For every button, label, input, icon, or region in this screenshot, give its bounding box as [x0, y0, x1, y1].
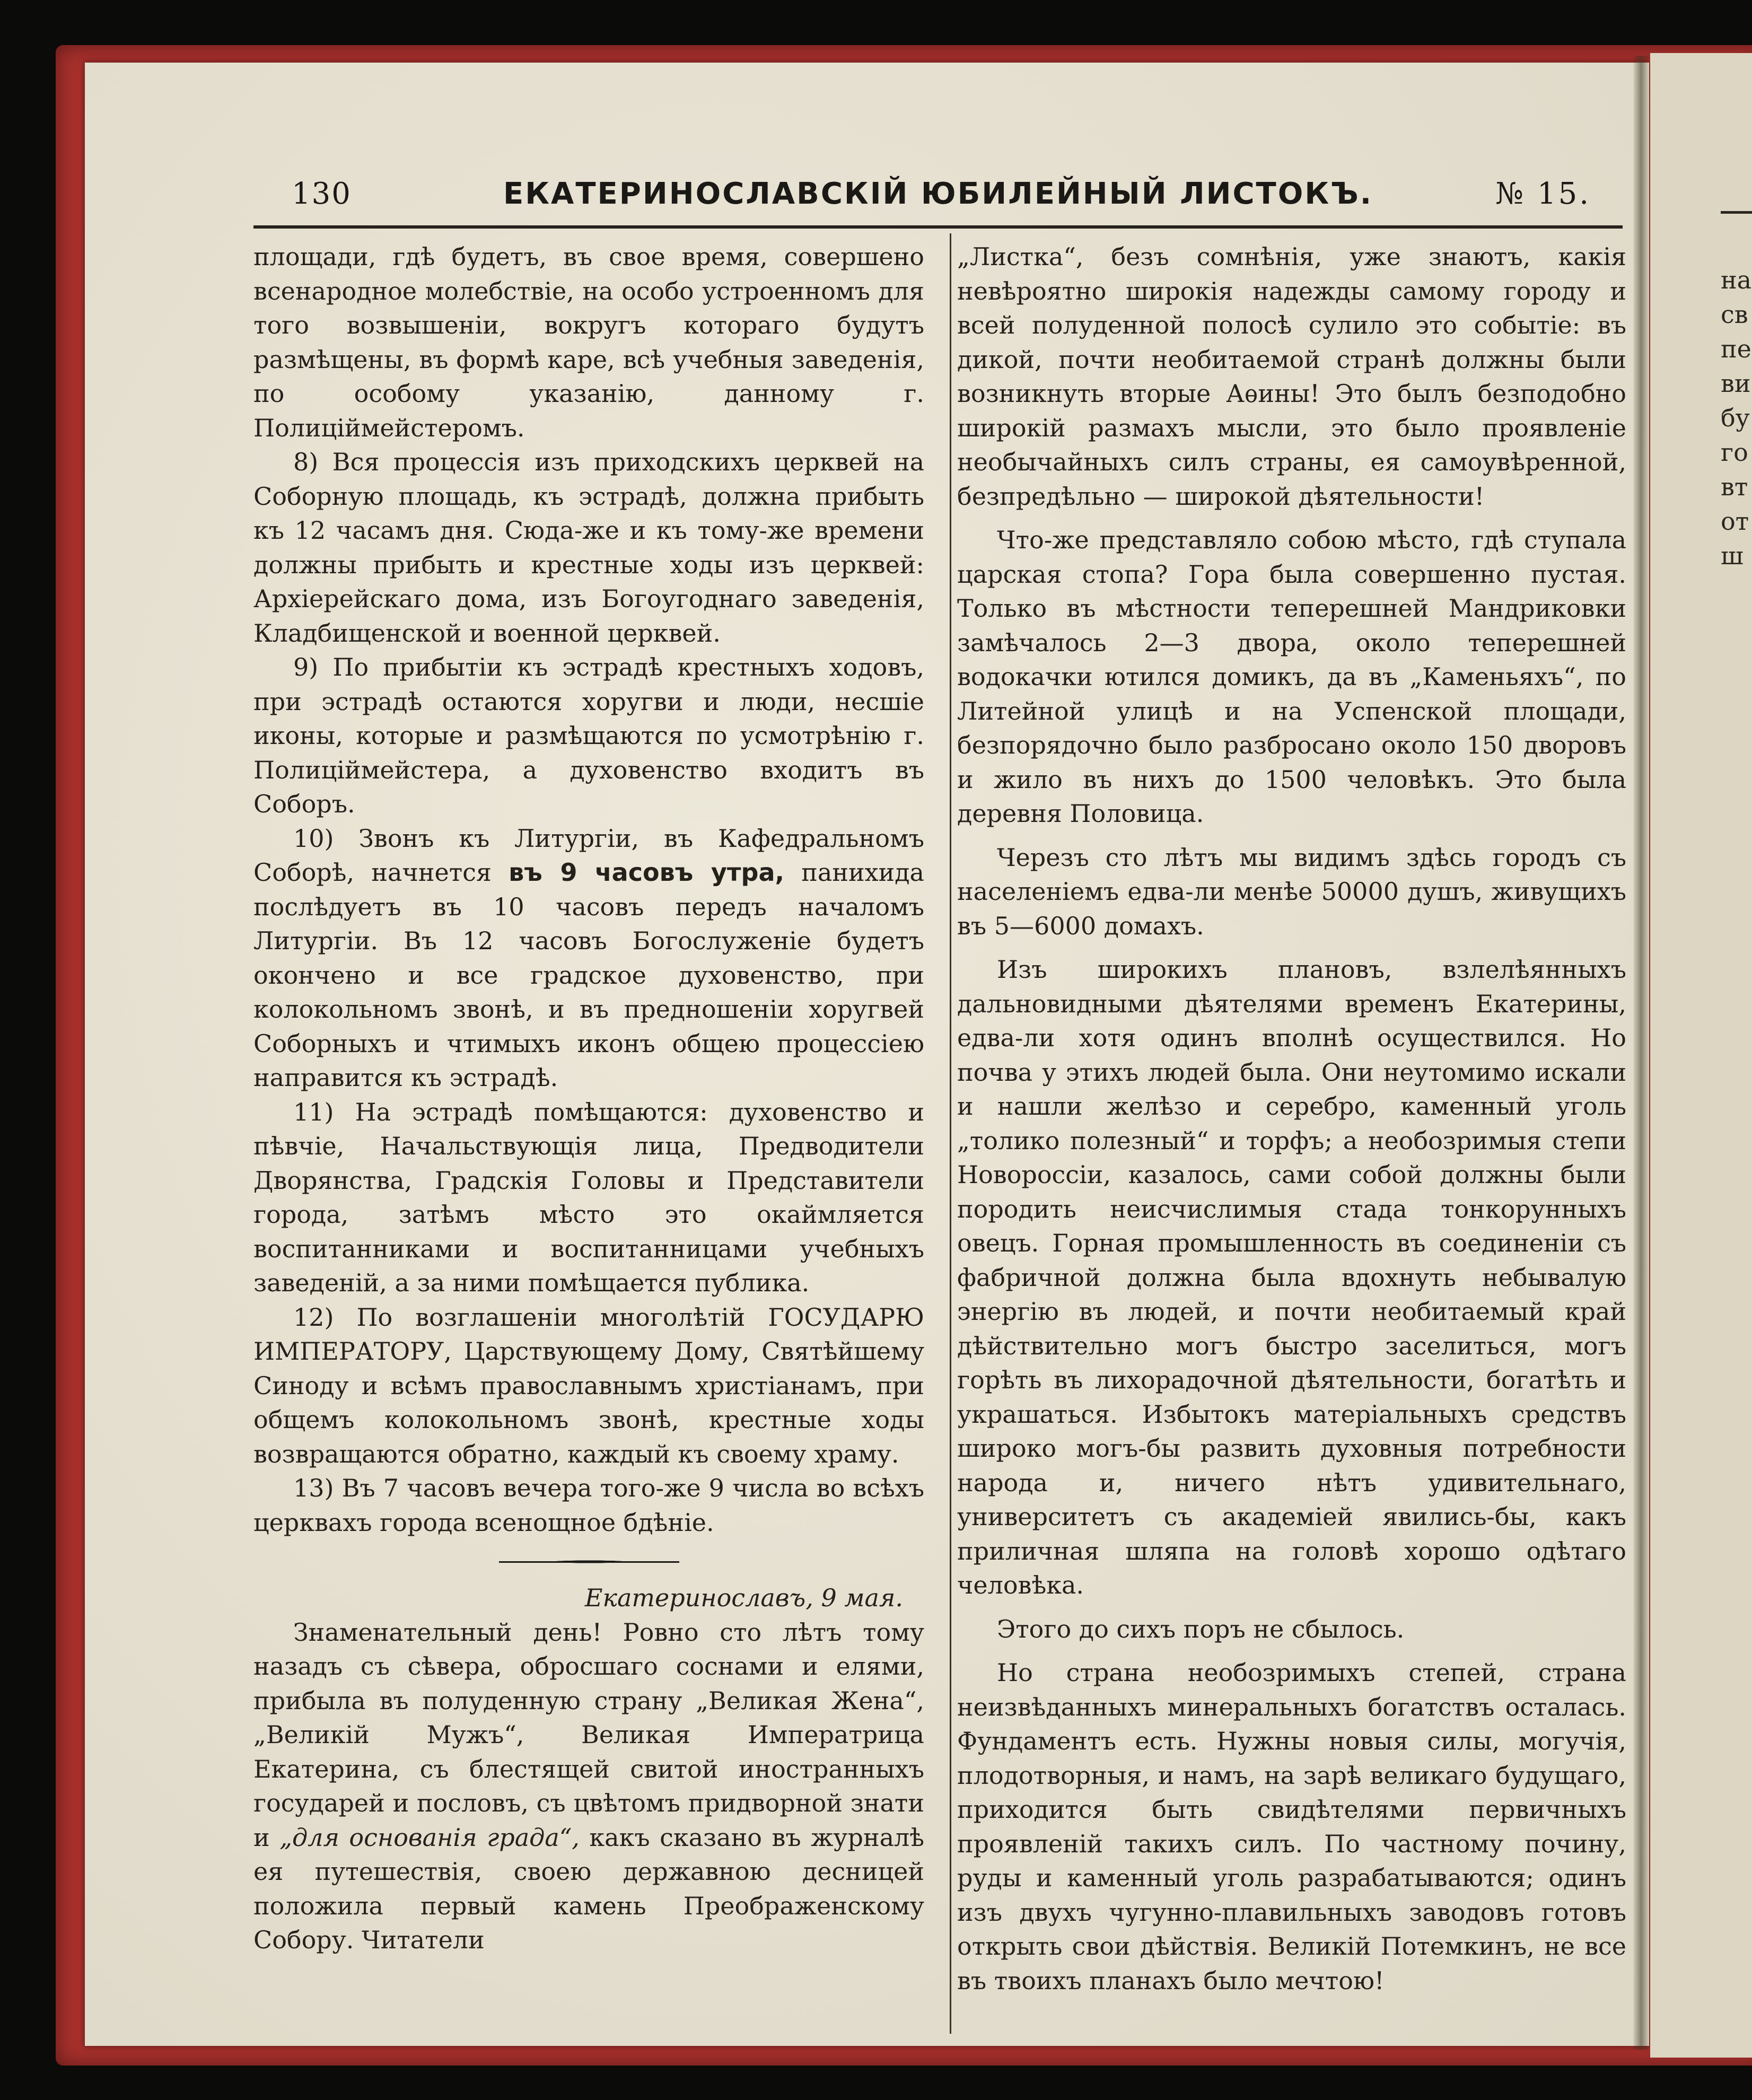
paragraph: Но страна необозримыхъ степей, страна неизвѣданныхъ минеральныхъ богатствъ осталась. Фундаментъ есть. Нужны новыя силы, могучія, плодотворныя, и намъ, на зарѣ великаго будущаго, приходится быть свидѣтелями первичныхъ проявленій такихъ силъ. По частному почину, руды и каменный уголь разрабатываются; одинъ изъ двухъ чугунно-плавильныхъ заводовъ готовъ открыть свои дѣйствія. Великій Потемкинъ, не все въ твоихъ планахъ было мечтою!: [957, 1658, 1626, 1995]
paragraph: площади, гдѣ будетъ, въ свое время, совершено всенародное молебствіе, на особо устроенномъ для того возвышеніи, вокругъ котораго будутъ размѣщены, въ формѣ каре, всѣ учебныя заведенія, по особому указанію, данному г. Полиціймейстеромъ.: [253, 242, 924, 442]
text-run: панихида послѣдуетъ въ 10 часовъ передъ началомъ Литургіи. Въ 12 часовъ Богослуженіе будетъ окончено и все градское духовенство, при колокольномъ звонѣ, и въ предношеніи хоругвей Соборныхъ и чтимыхъ иконъ общею процессіею направится къ эстрадѣ.: [253, 858, 924, 1092]
adjacent-page-fragment: св: [1721, 300, 1748, 329]
italic-quote: „для основанія града“,: [279, 1823, 580, 1852]
paragraph: „Листка“, безъ сомнѣнія, уже знаютъ, какія невѣроятно широкія надежды самому городу и всей полуденной полосѣ сулило это событіе: въ дикой, почти необитаемой странѣ должны были возникнуть вторые Аѳины! Это былъ безподобно широкій размахъ мысли, это было проявленіе необычайныхъ силъ страны, ея самоувѣренной, безпредѣльно — широкой дѣятельности!: [957, 242, 1626, 511]
right-column: [957, 240, 1626, 1998]
bold-time: въ 9 часовъ утра,: [509, 858, 784, 887]
adjacent-page-fragment: го: [1721, 438, 1748, 467]
paragraph-item-10: [253, 821, 924, 1095]
page-number: 130: [292, 177, 352, 211]
adjacent-page-fragment: на: [1721, 266, 1752, 294]
running-head: [253, 172, 1623, 220]
adjacent-page-fragment: пе: [1721, 335, 1751, 363]
text-run: какъ сказано въ журналѣ ея путешествія, своею державною десницей положила первый камень Преображенскому Собору. Читатели: [253, 1823, 924, 1954]
paragraph: Черезъ сто лѣтъ мы видимъ здѣсь городъ съ населеніемъ едва-ли менѣе 50000 душъ, живущихъ въ 5—6000 домахъ.: [957, 843, 1626, 940]
header-rule: [253, 225, 1623, 229]
paragraph-item-11: 11) На эстрадѣ помѣщаются: духовенство и пѣвчіе, Начальствующія лица, Предводители Дворянства, Градскія Головы и Представители города, затѣмъ мѣсто это окаймляется воспитанниками и воспитанницами учебныхъ заведеній, а за ними помѣщается публика.: [253, 1097, 924, 1297]
paragraph: Этого до сихъ поръ не сбылось.: [997, 1614, 1405, 1643]
adjacent-page-fragment: ш: [1721, 541, 1744, 570]
adjacent-page-fragment: от: [1721, 507, 1749, 536]
paragraph-item-13: 13) Въ 7 часовъ вечера того-же 9 числа во всѣхъ церквахъ города всенощное бдѣніе.: [253, 1474, 924, 1537]
paragraph-item-9: 9) По прибытіи къ эстрадѣ крестныхъ ходовъ, при эстрадѣ остаются хоругви и люди, несшіе иконы, которые и размѣщаются по усмотрѣнію г. Полиціймейстера, а духовенство входитъ въ Соборъ.: [253, 653, 924, 818]
book-gutter: [1633, 56, 1649, 2050]
issue-number: № 15.: [1495, 177, 1591, 211]
column-rule: [950, 233, 951, 2034]
adjacent-page-fragment: бу: [1721, 404, 1750, 432]
left-column: [253, 240, 924, 1957]
paragraph-item-8: 8) Вся процессія изъ приходскихъ церквей на Соборную площадь, къ эстрадѣ, должна прибыть къ 12 часамъ дня. Сюда-же и къ тому-же времени должны прибыть и крестные ходы изъ церквей: Архіерейскаго дома, изъ Богоугоднаго заведенія, Кладбищенской и военной церквей.: [253, 448, 924, 648]
dateline: Екатеринославъ, 9 мая.: [584, 1583, 903, 1612]
text-run: 10) Звонъ къ Литургіи, въ Кафедральномъ Соборѣ, начнется: [253, 824, 924, 887]
masthead-title: ЕКАТЕРИНОСЛАВСКІЙ ЮБИЛЕЙНЫЙ ЛИСТОКЪ.: [503, 177, 1373, 211]
adjacent-page-rule: [1721, 211, 1752, 214]
paragraph: Изъ широкихъ плановъ, взлелѣянныхъ дальновидными дѣятелями временъ Екатерины, едва-ли хотя одинъ вполнѣ осуществился. Но почва у этихъ людей была. Они неутомимо искали и нашли желѣзо и серебро, каменный уголь „толико полезный“ и торфъ; а необозримыя степи Новороссіи, казалось, сами собой должны были породить неисчислимыя стада тонкорунныхъ овецъ. Горная промышленность въ соединеніи съ фабричной должна была вдохнуть небывалую энергію въ людей, и почти необитаемый край дѣйствительно могъ быстро заселиться, могъ горѣть въ лихорадочной дѣятельности, богатѣть и украшаться. Избытокъ матеріальныхъ средствъ широко могъ-бы развить духовныя потребности народа и, ничего нѣтъ удивительнаго, университетъ съ академіей явились-бы, какъ приличная шляпа на головѣ хорошо одѣтаго человѣка.: [957, 955, 1626, 1599]
paragraph: Что-же представляло собою мѣсто, гдѣ ступала царская стопа? Гора была совершенно пустая. Только въ мѣстности теперешней Мандриковки замѣчалось 2—3 двора, около теперешней водокачки ютился домикъ, да въ „Каменьяхъ“, по Литейной улицѣ и на Успенской площади, безпорядочно было разбросано около 150 дворовъ и жило въ нихъ до 1500 человѣкъ. Это была деревня Половица.: [957, 526, 1626, 828]
ornamental-divider: [499, 1559, 679, 1565]
paragraph-item-12: 12) По возглашеніи многолѣтій ГОСУДАРЮ ИМПЕРАТОРУ, Царствующему Дому, Святѣйшему Синоду и всѣмъ православнымъ христіанамъ, при общемъ колокольномъ звонѣ, крестные ходы возвращаются обратно, каждый къ своему храму.: [253, 1302, 924, 1468]
adjacent-page-fragment: вт: [1721, 472, 1748, 501]
paragraph: [253, 1615, 924, 1957]
adjacent-page-fragment: ви: [1721, 369, 1751, 398]
text-run: Знаменательный день! Ровно сто лѣтъ тому назадъ съ сѣвера, обросшаго соснами и елями, прибыла въ полуденную страну „Великая Жена“, „Великій Мужъ“, Великая Императрица Екатерина, съ блестящей свитой иностранныхъ государей и пословъ, съ цвѣтомъ придворной знати и: [253, 1617, 924, 1852]
